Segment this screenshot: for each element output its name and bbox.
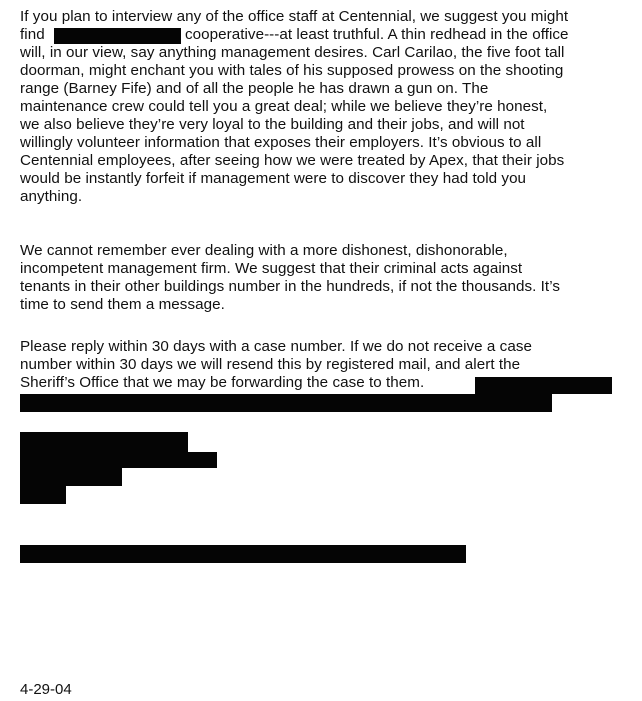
redaction-signature-block-3 bbox=[20, 468, 122, 486]
redaction-bar-name bbox=[54, 28, 181, 44]
paragraph-1-line-10: would be instantly forfeit if management were to discover they had told you bbox=[20, 170, 527, 187]
paragraph-1-line-2-start: find bbox=[20, 26, 45, 43]
paragraph-1-line-6: maintenance crew could tell you a great deal; while we believe they’re honest, bbox=[20, 98, 548, 115]
paragraph-3-line-1: Please reply within 30 days with a case number. If we do not receive a case bbox=[20, 338, 532, 355]
paragraph-1-line-3: will, in our view, say anything management desires. Carl Carilao, the five foot tall bbox=[20, 44, 565, 61]
paragraph-1-line-7: we also believe they’re very loyal to the building and their jobs, and will not bbox=[20, 116, 525, 133]
paragraph-1-line-4: doorman, might enchant you with tales of his supposed prowess on the shooting bbox=[20, 62, 564, 79]
redaction-signature-block-2 bbox=[20, 452, 217, 468]
paragraph-1-line-8: willingly volunteer information that exposes their employers. It’s obvious to all bbox=[20, 134, 542, 151]
paragraph-2-line-2: incompetent management firm. We suggest that their criminal acts against bbox=[20, 260, 523, 277]
document-date: 4-29-04 bbox=[20, 681, 72, 698]
paragraph-3-line-2: number within 30 days we will resend this by registered mail, and alert the bbox=[20, 356, 521, 373]
paragraph-1-line-9: Centennial employees, after seeing how we were treated by Apex, that their jobs bbox=[20, 152, 565, 169]
redaction-signature-block-1 bbox=[20, 432, 188, 452]
redaction-bar-full-line bbox=[20, 394, 552, 412]
paragraph-2-line-3: tenants in their other buildings number in the hundreds, if not the thousands. It’s bbox=[20, 278, 560, 295]
redaction-bar-long bbox=[20, 545, 466, 563]
paragraph-1-line-5: range (Barney Fife) and of all the people he has drawn a gun on. The bbox=[20, 80, 489, 97]
paragraph-3-line-3: Sheriff’s Office that we may be forwarding the case to them. bbox=[20, 374, 425, 391]
paragraph-2-line-4: time to send them a message. bbox=[20, 296, 225, 313]
paragraph-1-line-11: anything. bbox=[20, 188, 83, 205]
paragraph-2-line-1: We cannot remember ever dealing with a more dishonest, dishonorable, bbox=[20, 242, 508, 259]
redaction-bar-line-end bbox=[475, 377, 612, 394]
paragraph-1-line-2-end: cooperative---at least truthful. A thin redhead in the office bbox=[185, 26, 569, 43]
paragraph-1-line-1: If you plan to interview any of the office staff at Centennial, we suggest you might bbox=[20, 8, 569, 25]
redaction-signature-block-4 bbox=[20, 486, 66, 504]
